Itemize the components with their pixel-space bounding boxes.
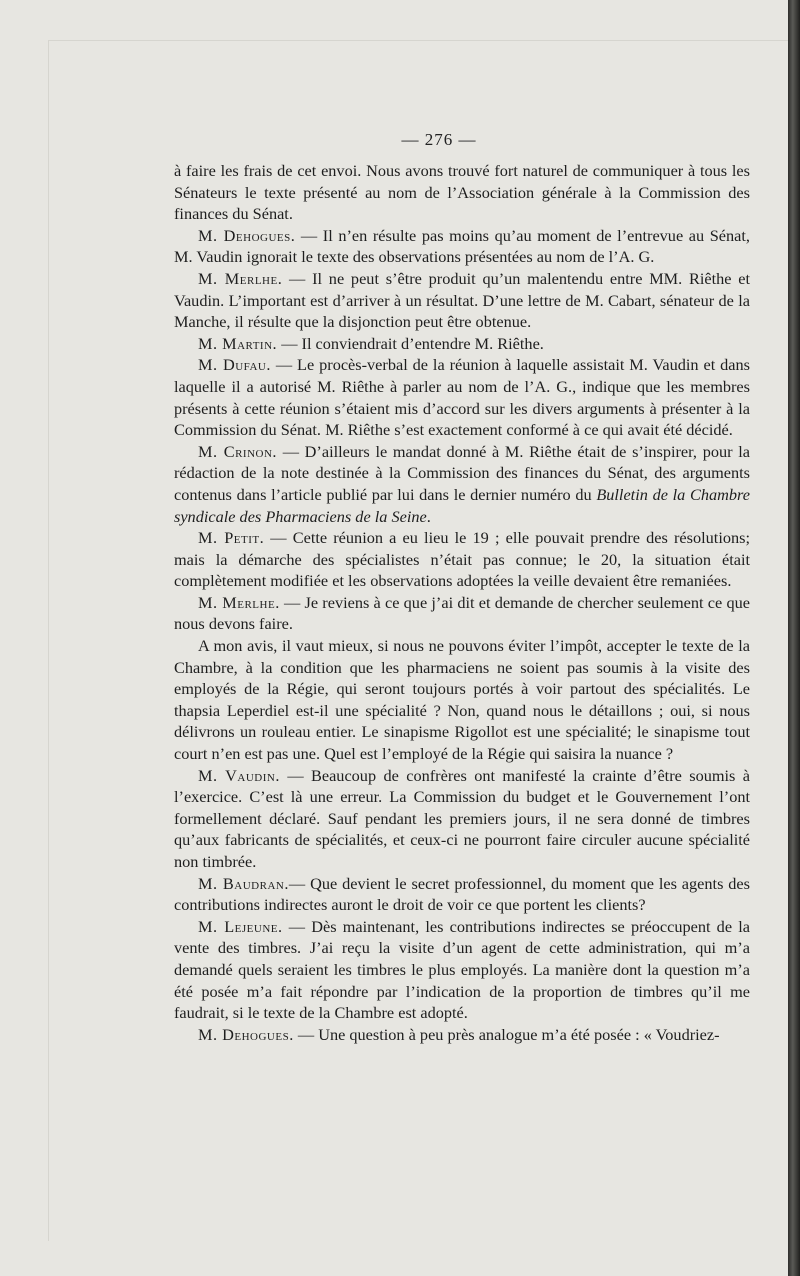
speaker-name: M. Dufau.	[198, 355, 271, 375]
paragraph-text: — Il conviendrait d’entendre M. Riêthe.	[277, 333, 544, 353]
paragraph-text: — Dès maintenant, les contributions indirectes se préoccupent de la vente des timbres. J’ai reçu la visite d’un agent de cette administration, qui m’a demandé quels seraient les timbres le plus employés. La manière dont la question m’a été posée m’a fait répondre par l’indication de la proportion de timbres qu’il me faudrait, si le texte de la Chambre est adopté.	[174, 916, 750, 1023]
paragraph	[174, 873, 750, 916]
speaker-name: M. Vaudin.	[198, 765, 280, 785]
paragraph-text: — Je reviens à ce que j’ai dit et demande de chercher seulement ce que nous devons faire.	[174, 592, 750, 634]
speaker-name: M. Merlhe.	[198, 592, 280, 612]
paragraph-text: — D’ailleurs le mandat donné à M. Riêthe était de s’inspirer, pour la rédaction de la note destinée à la Commission des finances du Sénat, des arguments contenus dans l’article publié par lui dans le dernier numéro du	[174, 441, 750, 504]
speaker-name: M. Petit.	[198, 528, 265, 548]
paragraph	[174, 225, 750, 268]
body-text	[174, 160, 750, 1045]
paragraph	[174, 1024, 750, 1046]
paragraph	[174, 160, 750, 225]
paragraph-text: à faire les frais de cet envoi. Nous avons trouvé fort naturel de communiquer à tous les Sénateurs le texte présenté au nom de l’Association générale à la Commission des finances du Sénat.	[174, 161, 750, 224]
paragraph-text: — Que devient le secret professionnel, du moment que les agents des contributions indirectes auront le droit de voir ce que portent les clients?	[174, 873, 750, 915]
paragraph	[174, 527, 750, 592]
paragraph-text: — Il n’en résulte pas moins qu’au moment de l’entrevue au Sénat, M. Vaudin ignorait le texte des observations présentées au nom de l’A. G.	[174, 225, 750, 267]
speaker-name: M. Merlhe.	[198, 268, 283, 288]
paragraph	[174, 441, 750, 527]
scan-edge	[788, 0, 800, 1276]
speaker-name: M. Dehogues.	[198, 225, 296, 245]
paragraph-text: — Beaucoup de confrères ont manifesté la crainte d’être soumis à l’exercice. C’est là une erreur. La Commission du budget et le Gouvernement l’ont formellement déclaré. Sauf pendant les premiers jours, il ne sera donné de timbres qu’aux fabricants de spécialités, et ceux-ci ne pourront faire circuler aucune spécialité non timbrée.	[174, 765, 751, 871]
speaker-name: M. Martin.	[198, 333, 278, 353]
paragraph	[174, 592, 750, 635]
paragraph	[174, 635, 750, 765]
speaker-name: M. Dehogues.	[198, 1024, 294, 1044]
speaker-name: M. Lejeune.	[198, 916, 283, 936]
paragraph	[174, 333, 750, 355]
paragraph-text: — Cette réunion a eu lieu le 19 ; elle pouvait prendre des résolutions; mais la démarche des spécialistes n’était pas connue; le 20, la situation était complètement modifiée et les observations adoptées la veille devaient être remaniées.	[174, 528, 750, 591]
publication-title: Bulletin de la Chambre syndicale des Pharmaciens de la Seine	[174, 484, 750, 526]
speaker-name: M. Crinon.	[198, 441, 277, 461]
paragraph	[174, 268, 750, 333]
paragraph	[174, 916, 750, 1024]
paragraph	[174, 354, 750, 440]
paragraph	[174, 765, 750, 873]
paragraph-text: — Il ne peut s’être produit qu’un malentendu entre MM. Riêthe et Vaudin. L’important est d’arriver à un résultat. D’une lettre de M. Cabart, sénateur de la Manche, il résulte que la disjonction peut être obtenue.	[174, 268, 750, 332]
paragraph-text: — Le procès-verbal de la réunion à laquelle assistait M. Vaudin et dans laquelle il a autorisé M. Riêthe à parler au nom de l’A. G., indique que les membres présents à cette réunion s’étaient mis d’accord sur les divers arguments à présenter à la Commission du Sénat. M. Riêthe s’est exactement conformé à ce qui avait été décidé.	[174, 355, 750, 440]
paragraph-text: — Une question à peu près analogue m’a été posée : « Voudriez-	[293, 1024, 720, 1044]
paragraph-tail: .	[426, 506, 431, 526]
page-number: — 276 —	[401, 130, 477, 149]
paragraph-text: A mon avis, il vaut mieux, si nous ne pouvons éviter l’impôt, accepter le texte de la Chambre, à la condition que les pharmaciens ne soient pas soumis à la visite des employés de la Régie, qui seront toujours portés à voir partout des spécialités. Le thapsia Leperdiel est-il une spécialité ? Non, quand nous le détaillons ; oui, si nous délivrons un rouleau entier. Le sinapisme Rigollot est une spécialité; le sinapisme tout court n’en est pas une. Quel est l’employé de la Régie qui saisira la nuance ?	[174, 636, 750, 764]
speaker-name: M. Baudran.	[198, 873, 289, 893]
